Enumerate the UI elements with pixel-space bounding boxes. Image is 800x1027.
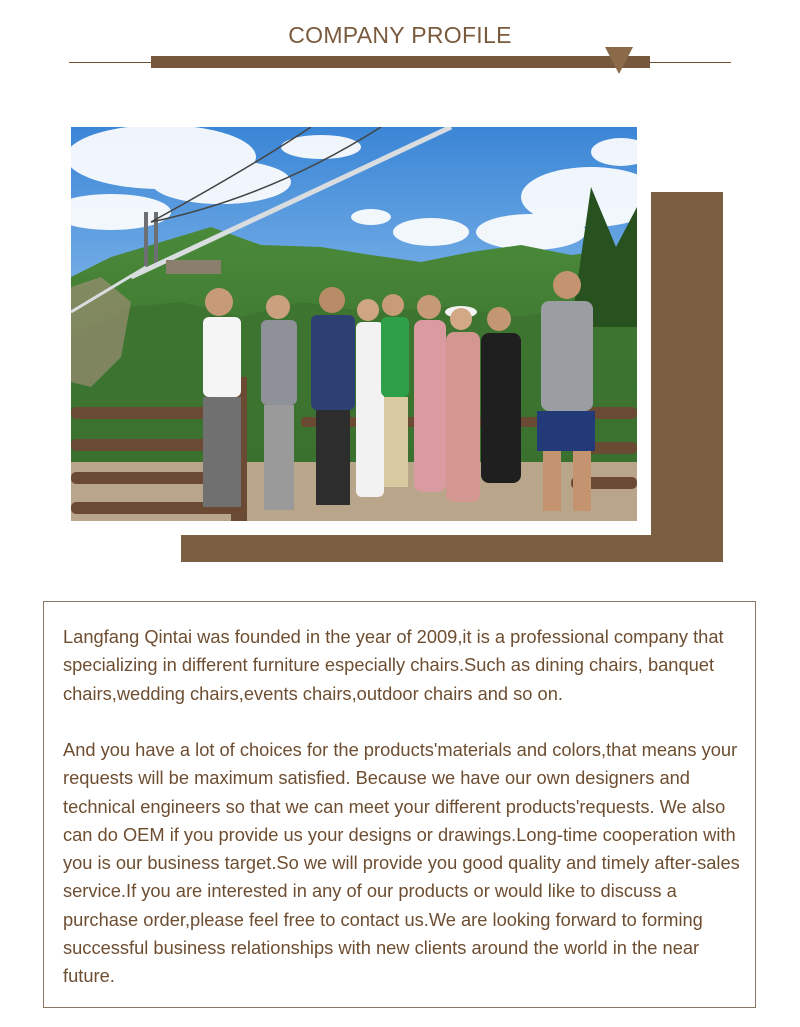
profile-paragraph-details: And you have a lot of choices for the products'materials and colors,that means your requests will be maximum satisfied. Because we have our own designers and technical engineers so that we can meet your different products'requests. We also can do OEM if you provide us your designs or drawings.Long-time cooperation with you is our business target.So we will provide you good quality and timely after-sales service.If you are interested in any of our products or would like to discuss a purchase order,please feel free to contact us.We are looking forward to forming successful business relationships with new clients around the world in the near future. [63,739,740,987]
group-photo-image [71,127,637,521]
triangle-marker-icon [605,47,633,74]
profile-paragraph-intro: Langfang Qintai was founded in the year of 2009,it is a professional company that specializing in different furniture especially chairs.Such as dining chairs, banquet chairs,wedding chairs,events chairs,outdoor chairs and so on. [63,626,724,704]
title-rule-bar [151,56,650,68]
team-photo [71,127,637,521]
company-profile-text-box [43,601,756,1008]
page-title: COMPANY PROFILE [288,22,512,48]
